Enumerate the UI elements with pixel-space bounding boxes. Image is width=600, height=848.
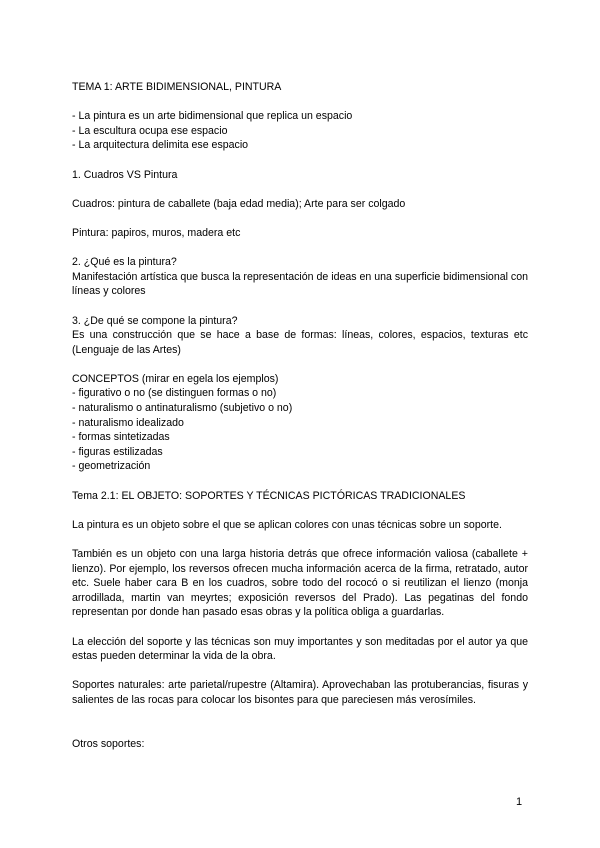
conceptos-item: - figurativo o no (se distinguen formas o no)	[72, 387, 277, 400]
tema21-paragraph: La elección del soporte y las técnicas son muy importantes y son meditadas por el autor ya que estas pueden determinar la vida de la obra.	[72, 635, 528, 663]
tema21-paragraph: También es un objeto con una larga historia detrás que ofrece información valiosa (caballete + lienzo). Por ejemplo, los reversos ofrecen mucha información acerca de la firma, retratado, autor etc. Suele haber cara B en los cuadros, sobre todo del rococó o si reutilizan el lienzo (monja arrodillada, martin van meyrtes; exposición reversos del Prado). Las pegatinas del fondo representan por donde han pasado esas obras y la política obliga a guardarlas.	[72, 548, 528, 619]
tema21-paragraph: Soportes naturales: arte parietal/rupestre (Altamira). Aprovechaban las protuberancias, fisuras y salientes de las rocas para colocar los bisontes para que pareciesen más verosímiles.	[72, 679, 528, 706]
page-number: 1	[516, 796, 523, 808]
intro-list-item: - La pintura es un arte bidimensional que replica un espacio	[72, 110, 353, 123]
conceptos-heading: CONCEPTOS (mirar en egela los ejemplos)	[72, 372, 279, 385]
document-title: TEMA 1: ARTE BIDIMENSIONAL, PINTURA	[72, 81, 282, 93]
section2-heading: 2. ¿Qué es la pintura?	[72, 256, 177, 269]
conceptos-item: - figuras estilizadas	[72, 445, 163, 458]
tema21-paragraph: Otros soportes:	[72, 737, 145, 750]
section3-heading: 3. ¿De qué se compone la pintura?	[72, 314, 238, 327]
section1-heading: 1. Cuadros VS Pintura	[72, 168, 178, 181]
conceptos-item: - naturalismo o antinaturalismo (subjetivo o no)	[72, 402, 293, 415]
tema21-heading: Tema 2.1: EL OBJETO: SOPORTES Y TÉCNICAS PICTÓRICAS TRADICIONALES	[72, 489, 466, 502]
conceptos-item: - naturalismo idealizado	[72, 416, 184, 429]
section1-pintura: Pintura: papiros, muros, madera etc	[72, 226, 241, 239]
document-body	[72, 80, 528, 751]
intro-list-item: - La arquitectura delimita ese espacio	[72, 139, 249, 152]
conceptos-item: - geometrización	[72, 460, 151, 473]
section2-body: Manifestación artística que busca la representación de ideas en una superficie bidimensional con líneas y colores	[72, 270, 528, 298]
intro-list-item: - La escultura ocupa ese espacio	[72, 124, 228, 137]
section1-cuadros: Cuadros: pintura de caballete (baja edad media); Arte para ser colgado	[72, 197, 406, 210]
conceptos-item: - formas sintetizadas	[72, 431, 170, 444]
section3-body: Es una construcción que se hace a base de formas: líneas, colores, espacios, texturas etc (Lenguaje de las Artes)	[72, 329, 528, 356]
tema21-paragraph: La pintura es un objeto sobre el que se aplican colores con unas técnicas sobre un soporte.	[72, 518, 502, 531]
